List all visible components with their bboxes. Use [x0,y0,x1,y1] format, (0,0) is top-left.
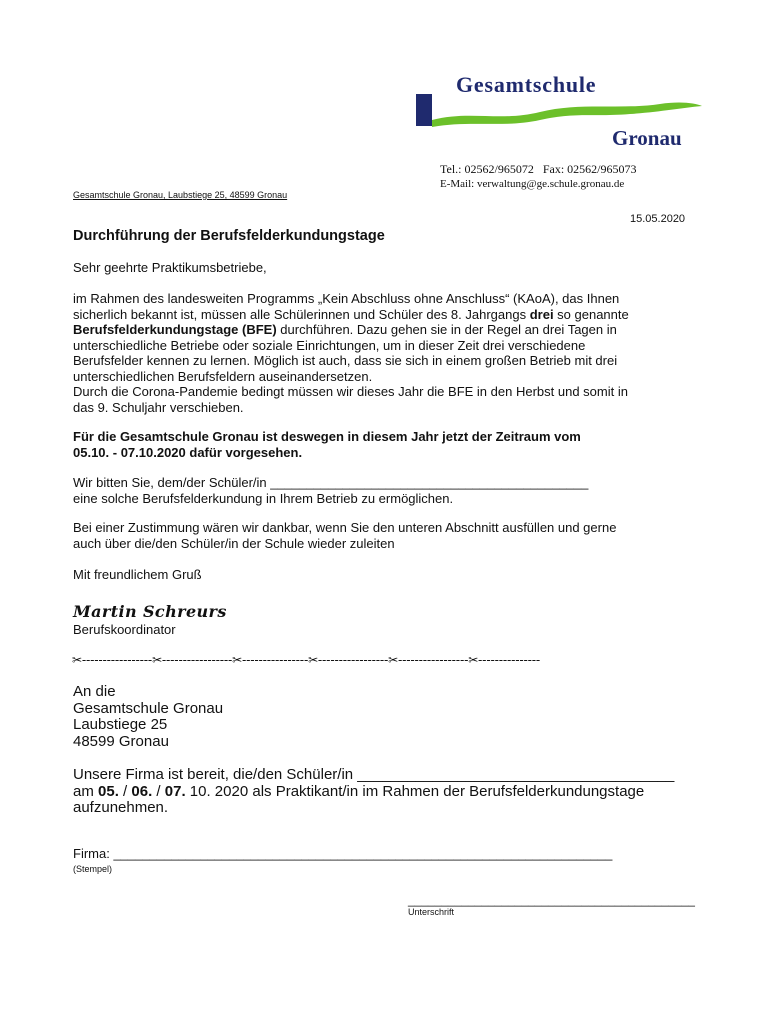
letter-date: 15.05.2020 [630,213,686,225]
intro-line-1: im Rahmen des landesweiten Programms „Kein Abschluss ohne Anschluss“ (KAoA), das Ihnen [73,291,620,306]
request-line-1: Wir bitten Sie, dem/der Schüler/in ____________________________________________ [73,475,589,490]
firma-line[interactable]: _____________________________________________________________________ [113,846,613,861]
date-option-06: 06. [131,782,153,800]
bold-drei: drei [529,306,554,322]
firma-label: Firma: [73,846,114,861]
signature-role: Berufskoordinator [73,622,176,637]
contact-phone-fax [440,162,637,177]
intro-line-7: Durch die Corona-Pandemie bedingt müssen wir dieses Jahr die BFE in den Herbst und somit in [73,384,628,399]
scissor-cut-line: ✂-----------------✂-----------------✂----------------✂-----------------✂-----------------✂--------------- [72,653,541,667]
date-option-05: 05. [98,782,119,800]
consent-paragraph [73,520,616,551]
sender-line: Gesamtschule Gronau, Laubstiege 25, 48599 Gronau [73,190,288,200]
intro-paragraph [73,291,629,415]
consent-line-1: Bei einer Zustimmung wären wir dankbar, wenn Sie den unteren Abschnitt ausfüllen und gerne [73,520,617,535]
firma-field[interactable] [73,846,612,861]
address-line-1: An die [73,683,116,700]
request-line-2: eine solche Berufsfelderkundung in Ihrem Betrieb zu ermöglichen. [73,490,454,506]
consent-line-2: auch über die/den Schüler/in der Schule wieder zuleiten [73,535,395,551]
signature-line[interactable]: ___________________________________________ [408,893,695,907]
intro-line-2: sicherlich bekannt ist, müssen alle Schülerinnen und Schüler des 8. Jahrgangs drei so genannte [73,306,629,322]
date-option-07: 07. [164,782,186,800]
address-line-3: Laubstiege 25 [73,716,168,733]
logo-swoosh [432,103,702,127]
intro-line-4: unterschiedliche Betriebe oder soziale Einrichtungen, um in dieser Zeit drei verschiedene [73,337,586,353]
stamp-label: (Stempel) [73,864,113,874]
closing: Mit freundlichem Gruß [73,567,202,582]
return-address [73,684,223,750]
intro-line-8: das 9. Schuljahr verschieben. [73,399,244,415]
period-paragraph [73,429,581,460]
reply-line-3: aufzunehmen. [73,799,169,816]
school-name-bottom: Gronau [612,126,682,150]
logo-bar [416,94,432,126]
intro-line-3: Berufsfelderkundungstage (BFE) durchführen. Dazu gehen sie in der Regel an drei Tagen in [73,322,617,337]
reply-paragraph [73,767,674,817]
reply-line-1: Unsere Firma ist bereit, die/den Schüler/in ______________________________________ [73,766,675,783]
address-line-2: Gesamtschule Gronau [73,699,224,717]
subject-line: Durchführung der Berufsfelderkundungstage [73,228,385,244]
reply-line-2: am 05. / 06. / 07. 10. 2020 als Praktikant/in im Rahmen der Berufsfelderkundungstage [73,782,645,800]
school-name-top: Gesamtschule [456,72,597,97]
period-line-2: 05.10. - 07.10.2020 dafür vorgesehen. [73,444,303,460]
period-line-1: Für die Gesamtschule Gronau ist deswegen in diesem Jahr jetzt der Zeitraum vom [73,429,581,444]
intro-line-6: unterschiedlichen Berufsfeldern auseinandersetzen. [73,368,373,384]
salutation: Sehr geehrte Praktikumsbetriebe, [73,260,267,275]
intro-line-5: Berufsfelder kennen zu lernen. Möglich ist auch, dass sie sich in einem großen Betrieb mit drei [73,353,618,368]
tel: Tel.: 02562/965072 [440,162,534,176]
address-line-4: 48599 Gronau [73,732,169,750]
signature-label: Unterschrift [408,907,455,917]
request-paragraph [73,475,588,506]
bold-bfe: Berufsfelderkundungstage (BFE) [73,322,277,337]
fax: Fax: 02562/965073 [542,162,637,176]
signature-name: Martin Schreurs [73,602,227,621]
contact-email: E-Mail: verwaltung@ge.schule.gronau.de [440,178,625,190]
letterhead [410,70,710,195]
